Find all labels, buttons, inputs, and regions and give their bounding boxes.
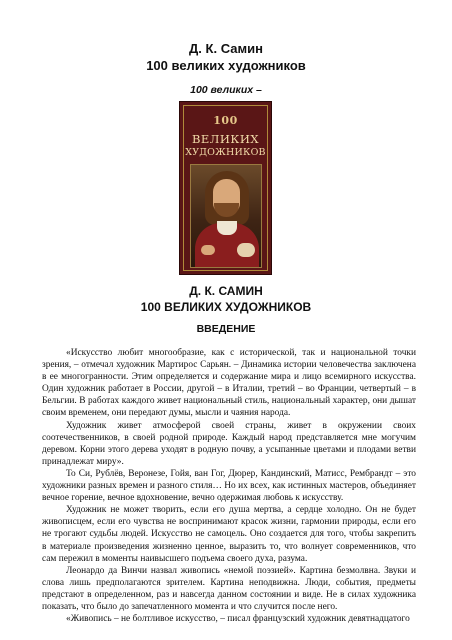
- book-title: 100 великих художников: [146, 58, 306, 73]
- portrait-palette: [237, 243, 255, 257]
- cover-number: 100: [213, 114, 238, 127]
- portrait-hand: [201, 245, 215, 255]
- author-heading: Д. К. САМИН: [189, 284, 263, 298]
- paragraph: «Искусство любит многообразие, как с исторической, так и национальной точки зрения, – отмечал художник Мартирос Сарьян. – Динамика истории человечества заключена в ее многогранности. Этим определяется и содержание мира и лицо всемирного искусства. Один художник работает в России, другой – в Италии, третий – во Франции, четвертый – в Бельгии. В работах каждого живет национальный стиль, национальный характер, они дышат своим временем, они передают думы, мысли и чаяния народа.: [42, 348, 416, 419]
- section-heading: ВВЕДЕНИЕ: [196, 323, 256, 335]
- portrait-collar: [217, 221, 237, 235]
- paragraph: Леонардо да Винчи назвал живопись «немой поэзией». Картина безмолвна. Звуки и слова лишь предполагаются зрителем. Картина неподвижна. Люди, события, предметы предстают в определенном, раз и навсегда данном состоянии и виде. Не в силах художника показать, что было до запечатленного момента и что случится после него.: [42, 565, 416, 612]
- book-cover-image: [179, 101, 272, 275]
- cover-title-line-2: ХУДОЖНИКОВ: [185, 147, 266, 158]
- paragraph: Художник не может творить, если его душа мертва, а сердце холодно. Он не будет живописцем, если его чувства не воспринимают красок жизни, гармонии природы, если его не трогают судьбы людей. Искусство не самоцель. Оно создается для того, чтобы закрепить в материале произведения жизненно ценное, выразить то, что волнует современников, что сам пережил в моменты наивысшего подъема своего духа, разума.: [42, 505, 416, 564]
- paragraph: То Си, Рублёв, Веронезе, Гойя, ван Гог, Дюрер, Кандинский, Матисс, Рембрандт – это художники разных времен и разного стиля… Но их всех, как истинных мастеров, объединяет вечное горение, вечное вдохновение, вечно одержимая любовь к искусству.: [42, 468, 416, 504]
- paragraph: «Живопись – не болтливое искусство, – писал французский художник девятнадцатого: [66, 614, 410, 625]
- series-label: 100 великих –: [190, 84, 262, 96]
- title-heading: 100 ВЕЛИКИХ ХУДОЖНИКОВ: [140, 300, 312, 314]
- author-name: Д. К. Самин: [189, 41, 263, 56]
- paragraph: Художник живет атмосферой своей страны, живет в окружении своих соотечественников, в своей родной природе. Каждый народ представляется мне могучим деревом. Корни этого дерева уходят в родную почву, а усыпанные цветами и плодами ветви принадлежат миру».: [42, 420, 416, 467]
- body-text: [42, 347, 416, 625]
- cover-portrait: [190, 164, 262, 268]
- book-header: [0, 40, 452, 74]
- cover-title-line-1: ВЕЛИКИХ: [191, 132, 260, 146]
